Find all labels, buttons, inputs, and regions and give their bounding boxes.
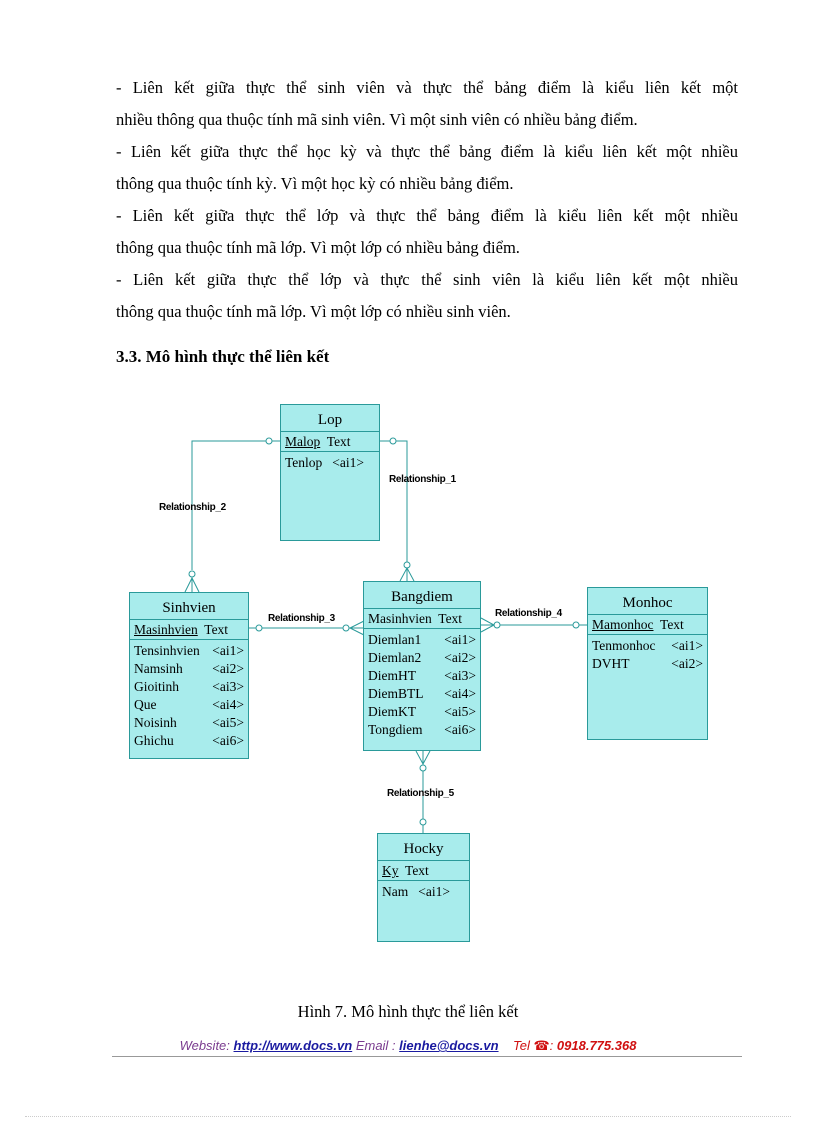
attribute: DiemBTL <ai4>	[368, 686, 476, 701]
primary-key: Masinhvien Text	[364, 608, 480, 629]
relationship-3-optional-mark	[256, 625, 262, 631]
attribute: Tenlop <ai1>	[285, 455, 365, 470]
relationship-5-label: Relationship_5	[387, 788, 454, 799]
paragraph-line: nhiều thông qua thuộc tính mã sinh viên. Vì một sinh viên có nhiều bảng điểm.	[116, 110, 638, 129]
attribute-list	[364, 629, 480, 741]
primary-key: Ky Text	[378, 860, 469, 881]
primary-key: Mamonhoc Text	[588, 614, 707, 635]
relationship-3-optional-mark	[343, 625, 349, 631]
attribute: Ghichu <ai6>	[134, 733, 244, 748]
primary-key: Malop Text	[281, 431, 379, 452]
attribute: Diemlan2 <ai2>	[368, 650, 476, 665]
relationship-5-optional-mark	[420, 819, 426, 825]
figure-caption: Hình 7. Mô hình thực thể liên kết	[297, 1002, 519, 1021]
attribute: Noisinh <ai5>	[134, 715, 244, 730]
relationship-1-label: Relationship_1	[389, 474, 456, 485]
footer-website-link[interactable]: http://www.docs.vn	[233, 1038, 353, 1053]
paragraph-line: - Liên kết giữa thực thể sinh viên và thực thể bảng điểm là kiểu liên kết một	[116, 78, 738, 97]
page-bottom-border	[25, 1116, 791, 1117]
relationship-1-crowfoot	[400, 568, 414, 581]
attribute: Nam <ai1>	[382, 884, 450, 899]
paragraph-line: thông qua thuộc tính mã lớp. Vì một lớp có nhiều bảng điểm.	[116, 238, 520, 257]
footer-tel: 0918.775.368	[556, 1038, 637, 1053]
primary-key: Masinhvien Text	[130, 619, 248, 640]
paragraph-line: - Liên kết giữa thực thể lớp và thực thể sinh viên là kiểu liên kết một nhiều	[116, 270, 738, 289]
relationship-5-optional-mark	[420, 765, 426, 771]
relationship-1-optional-mark	[390, 438, 396, 444]
relationship-3-label: Relationship_3	[268, 613, 335, 624]
paragraph-line: thông qua thuộc tính kỳ. Vì một học kỳ có nhiều bảng điểm.	[116, 174, 514, 193]
relationship-4-optional-mark	[573, 622, 579, 628]
footer-website-label: Website:	[179, 1038, 234, 1053]
relationship-2-label: Relationship_2	[159, 502, 226, 513]
attribute: Tenmonhoc <ai1>	[592, 638, 703, 653]
entity-bangdiem	[363, 581, 481, 751]
section-heading: 3.3. Mô hình thực thể liên kết	[116, 347, 330, 366]
footer-email-label: Email :	[352, 1038, 400, 1053]
relationship-4-label: Relationship_4	[495, 608, 562, 619]
footer-email-link[interactable]: lienhe@docs.vn	[399, 1038, 499, 1053]
entity-lop	[280, 404, 380, 541]
entity-name: Hocky	[403, 841, 444, 857]
entity-hocky	[377, 833, 470, 942]
paragraph-line: thông qua thuộc tính mã lớp. Vì một lớp có nhiều sinh viên.	[116, 302, 511, 321]
attribute: Que <ai4>	[134, 697, 244, 712]
footer-divider	[112, 1056, 742, 1057]
relationship-2-optional-mark	[189, 571, 195, 577]
attribute: Tensinhvien <ai1>	[134, 643, 244, 658]
attribute: DVHT <ai2>	[592, 656, 703, 671]
entity-name: Sinhvien	[162, 600, 216, 616]
entity-name: Monhoc	[622, 595, 673, 611]
relationship-2-optional-mark	[266, 438, 272, 444]
attribute-list	[130, 640, 248, 752]
page-footer	[0, 1038, 816, 1054]
entity-sinhvien	[129, 592, 249, 759]
entity-monhoc	[587, 587, 708, 740]
relationship-2-crowfoot	[185, 578, 199, 592]
footer-tel-label: Tel ☎:	[513, 1038, 557, 1053]
entity-name: Lop	[317, 412, 343, 428]
paragraph-line: - Liên kết giữa thực thể lớp và thực thể bảng điểm là kiểu liên kết một nhiều	[116, 206, 738, 225]
attribute-list	[378, 881, 469, 903]
attribute: Gioitinh <ai3>	[134, 679, 244, 694]
paragraph-line: - Liên kết giữa thực thể học kỳ và thực thể bảng điểm là kiểu liên kết một nhiều	[116, 142, 738, 161]
relationship-1-line	[380, 441, 407, 562]
attribute: DiemKT <ai5>	[368, 704, 476, 719]
relationship-5-crowfoot	[416, 751, 430, 764]
attribute-list	[588, 635, 707, 675]
attribute-list	[281, 452, 379, 474]
attribute: Tongdiem <ai6>	[368, 722, 476, 737]
attribute: Namsinh <ai2>	[134, 661, 244, 676]
attribute: Diemlan1 <ai1>	[368, 632, 476, 647]
attribute: DiemHT <ai3>	[368, 668, 476, 683]
entity-name: Bangdiem	[391, 589, 453, 605]
